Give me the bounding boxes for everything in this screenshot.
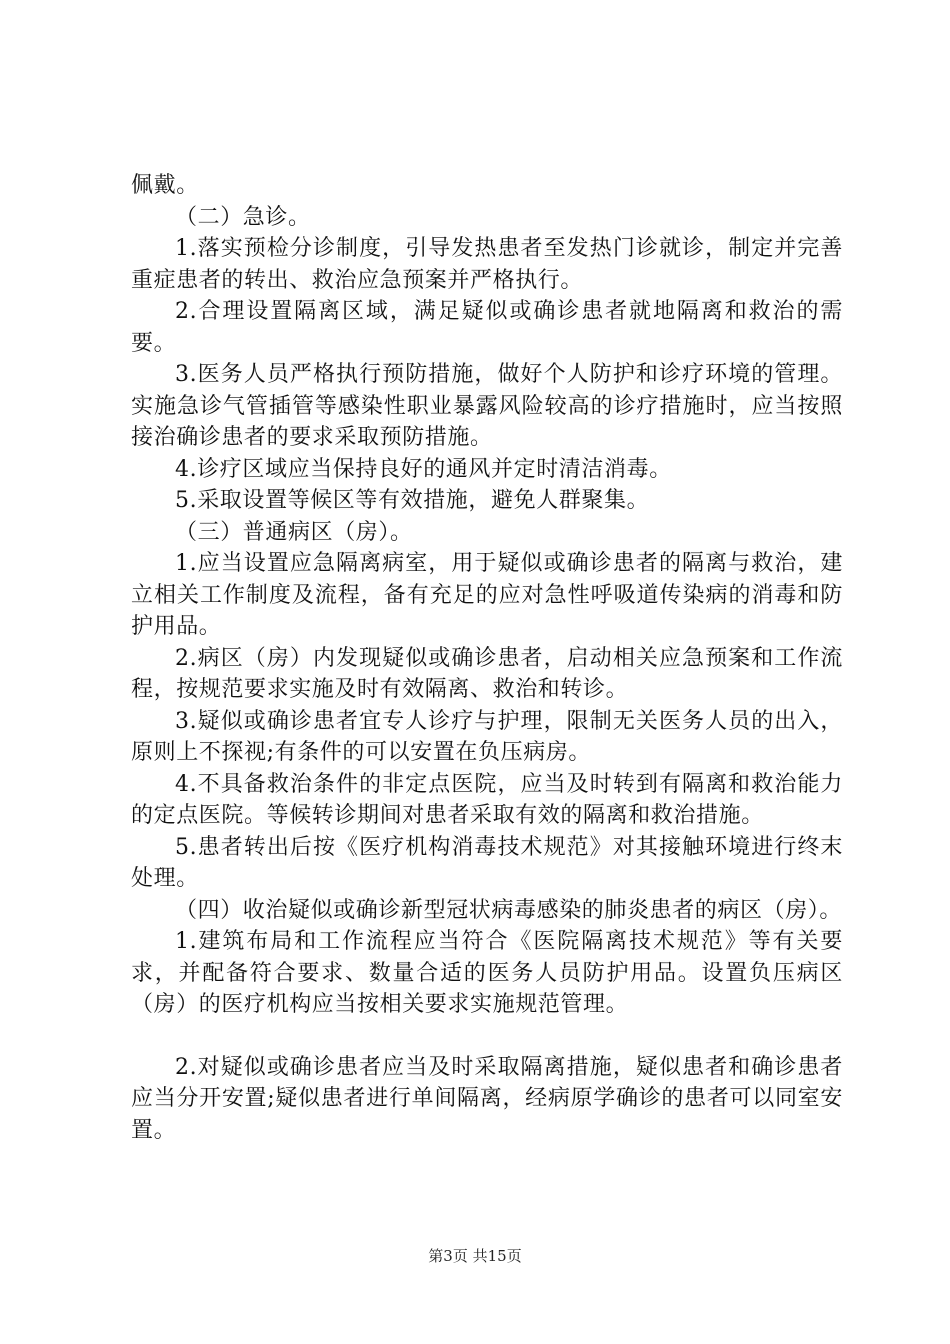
paragraph: 4.诊疗区域应当保持良好的通风并定时清洁消毒。 xyxy=(175,456,672,482)
paragraph: 5.患者转出后按《医疗机构消毒技术规范》对其接触环境进行终末处理。 xyxy=(131,834,843,891)
paragraph: 2.对疑似或确诊患者应当及时采取隔离措施，疑似患者和确诊患者应当分开安置;疑似患者进行单间隔离，经病原学确诊的患者可以同室安置。 xyxy=(131,1054,843,1143)
page-number-footer: 第3页 共15页 xyxy=(428,1247,522,1265)
section-heading-emergency: （二）急诊。 xyxy=(175,204,311,230)
paragraph: 3.医务人员严格执行预防措施，做好个人防护和诊疗环境的管理。实施急诊气管插管等感染性职业暴露风险较高的诊疗措施时，应当按照接治确诊患者的要求采取预防措施。 xyxy=(131,362,843,450)
section-heading-isolation-ward: （四）收治疑似或确诊新型冠状病毒感染的肺炎患者的病区（房）。 xyxy=(175,897,843,923)
paragraph: 3.疑似或确诊患者宜专人诊疗与护理，限制无关医务人员的出入，原则上不探视;有条件的可以安置在负压病房。 xyxy=(131,708,843,765)
paragraph: 1.应当设置应急隔离病室，用于疑似或确诊患者的隔离与救治，建立相关工作制度及流程，备有充足的应对急性呼吸道传染病的消毒和防护用品。 xyxy=(131,551,843,639)
paragraph: 5.采取设置等候区等有效措施，避免人群聚集。 xyxy=(175,488,650,513)
paragraph: 1.落实预检分诊制度，引导发热患者至发热门诊就诊，制定并完善重症患者的转出、救治应急预案并严格执行。 xyxy=(131,236,843,293)
paragraph: 2.合理设置隔离区域，满足疑似或确诊患者就地隔离和救治的需要。 xyxy=(131,299,843,356)
paragraph: 2.病区（房）内发现疑似或确诊患者，启动相关应急预案和工作流程，按规范要求实施及时有效隔离、救治和转诊。 xyxy=(131,645,843,702)
document-body xyxy=(131,170,843,1146)
section-heading-general-ward: （三）普通病区（房）。 xyxy=(175,519,413,545)
paragraph: 1.建筑布局和工作流程应当符合《医院隔离技术规范》等有关要求，并配备符合要求、数量合适的医务人员防护用品。设置负压病区（房）的医疗机构应当按相关要求实施规范管理。 xyxy=(131,929,843,1017)
paragraph: 4.不具备救治条件的非定点医院，应当及时转到有隔离和救治能力的定点医院。等候转诊期间对患者采取有效的隔离和救治措施。 xyxy=(131,771,843,828)
paragraph-continuation: 佩戴。 xyxy=(131,173,199,198)
